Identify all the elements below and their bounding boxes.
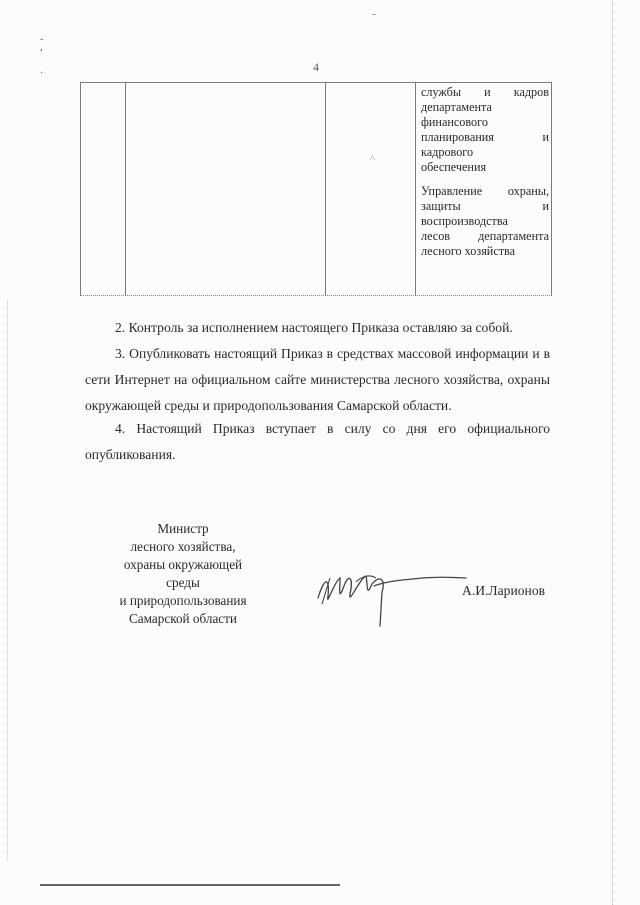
cell-line: Управление охраны, bbox=[421, 184, 549, 198]
table-column-divider bbox=[325, 83, 326, 295]
signatory-title-line: лесного хозяйства, bbox=[130, 539, 236, 554]
cell-line: кадрового bbox=[421, 145, 474, 159]
table-column-divider bbox=[125, 83, 126, 295]
signatory-title-line: Министр bbox=[157, 521, 209, 536]
scan-speck: · bbox=[40, 68, 44, 79]
table-column-divider bbox=[415, 83, 416, 295]
scan-speck: ' bbox=[40, 48, 43, 59]
paragraph-control: 2. Контроль за исполнением настоящего Приказа оставляю за собой. bbox=[115, 320, 513, 335]
page-number: 4 bbox=[313, 60, 319, 74]
cell-line: лесов департамента bbox=[421, 229, 549, 243]
cell-line: защиты и bbox=[421, 199, 549, 213]
cell-line: воспроизводства bbox=[421, 214, 508, 228]
scan-bottom-edge bbox=[40, 884, 340, 886]
table-cell-responsible bbox=[421, 83, 549, 259]
cell-line: обеспечения bbox=[421, 160, 487, 174]
paragraph-effect: 4. Настоящий Приказ вступает в силу со дня его официального опубликования. bbox=[85, 421, 550, 462]
signatory-title-line: охраны окружающей среды bbox=[123, 557, 243, 590]
paragraph-publish: 3. Опубликовать настоящий Приказ в средствах массовой информации и в сети Интернет на официальном сайте министерства лесного хозяйства, охраны окружающей среды и природопользования Самарской области. bbox=[85, 346, 550, 413]
signatory-title-line: и природопользования bbox=[119, 593, 247, 608]
cell-line: лесного хозяйства bbox=[421, 244, 516, 258]
signatory-title bbox=[108, 520, 258, 628]
cell-line: департамента bbox=[421, 100, 492, 114]
scan-right-edge bbox=[612, 0, 614, 905]
cell-line: планирования и bbox=[421, 130, 549, 144]
scan-speck: ˇ bbox=[40, 38, 44, 49]
handwritten-signature bbox=[310, 556, 470, 636]
cell-line: финансового bbox=[421, 115, 488, 129]
scan-top-mark bbox=[372, 14, 376, 15]
signatory-title-line: Самарской области bbox=[129, 611, 237, 626]
table-fragment bbox=[80, 82, 552, 296]
cell-line: службы и кадров bbox=[421, 85, 549, 99]
table-cell-mark: ^ bbox=[370, 153, 376, 165]
signatory-name: А.И.Ларионов bbox=[462, 583, 546, 598]
scan-left-edge bbox=[7, 300, 9, 860]
